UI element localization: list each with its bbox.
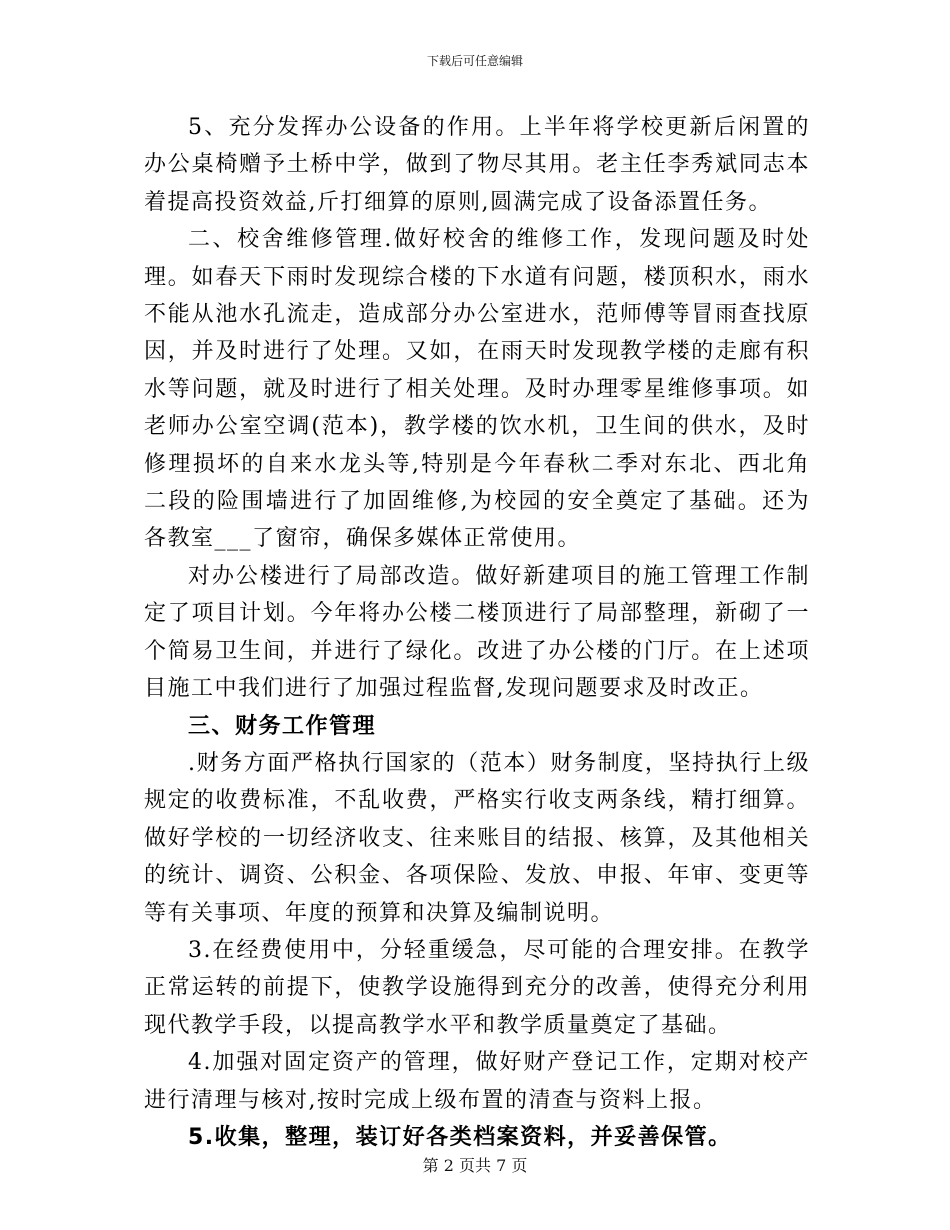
- paragraph-archives: 5.收集，整理，装订好各类档案资料，并妥善保管。: [188, 1124, 732, 1150]
- document-body: [144, 109, 810, 1156]
- paragraph-office-equipment: 5、充分发挥办公设备的作用。上半年将学校更新后闲置的办公桌椅赠予土桥中学，做到了物尽其用。老主任李秀斌同志本着提高投资效益,斤打细算的原则,圆满完成了设备添置任务。: [144, 115, 810, 215]
- paragraph-funding-use: 3.在经费使用中，分轻重缓急，尽可能的合理安排。在教学正常运转的前提下，使教学设施得到充分的改善，使得充分利用现代教学手段，以提高教学水平和教学质量奠定了基础。: [144, 937, 810, 1038]
- page-header: 下载后可任意编辑: [426, 54, 523, 68]
- paragraph-fixed-assets: 4.加强对固定资产的管理，做好财产登记工作，定期对校产进行清理与核对,按时完成上级布置的清查与资料上报。: [144, 1050, 810, 1113]
- paragraph-office-renovation: 对办公楼进行了局部改造。做好新建项目的施工管理工作制定了项目计划。今年将办公楼二楼顶进行了局部整理，新砌了一个简易卫生间，并进行了绿化。改进了办公楼的门厅。在上述项目施工中我们进行了加强过程监督,发现问题要求及时改正。: [144, 563, 810, 702]
- paragraph-building-maintenance: 二、校舍维修管理.做好校舍的维修工作，发现问题及时处理。如春天下雨时发现综合楼的下水道有问题，楼顶积水，雨水不能从池水孔流走，造成部分办公室进水，范师傅等冒雨查找原因，并及时进行了处理。又如，在雨天时发现教学楼的走廊有积水等问题，就及时进行了相关处理。及时办理零星维修事项。如老师办公室空调(范本)，教学楼的饮水机，卫生间的供水，及时修理损坏的自来水龙头等,特别是今年春秋二季对东北、西北角二段的险围墙进行了加固维修,为校园的安全奠定了基础。还为各教室___了窗帘，确保多媒体正常使用。: [144, 227, 810, 552]
- section-heading-finance: 三、财务工作管理: [188, 713, 377, 739]
- page-number: 第 2 页共 7 页: [422, 1156, 528, 1175]
- paragraph-finance-rules: .财务方面严格执行国家的（范本）财务制度，坚持执行上级规定的收费标准，不乱收费，严格实行收支两条线，精打细算。做好学校的一切经济收支、往来账目的结报、核算，及其他相关的统计、调资、公积金、各项保险、发放、申报、年审、变更等等有关事项、年度的预算和决算及编制说明。: [144, 750, 810, 926]
